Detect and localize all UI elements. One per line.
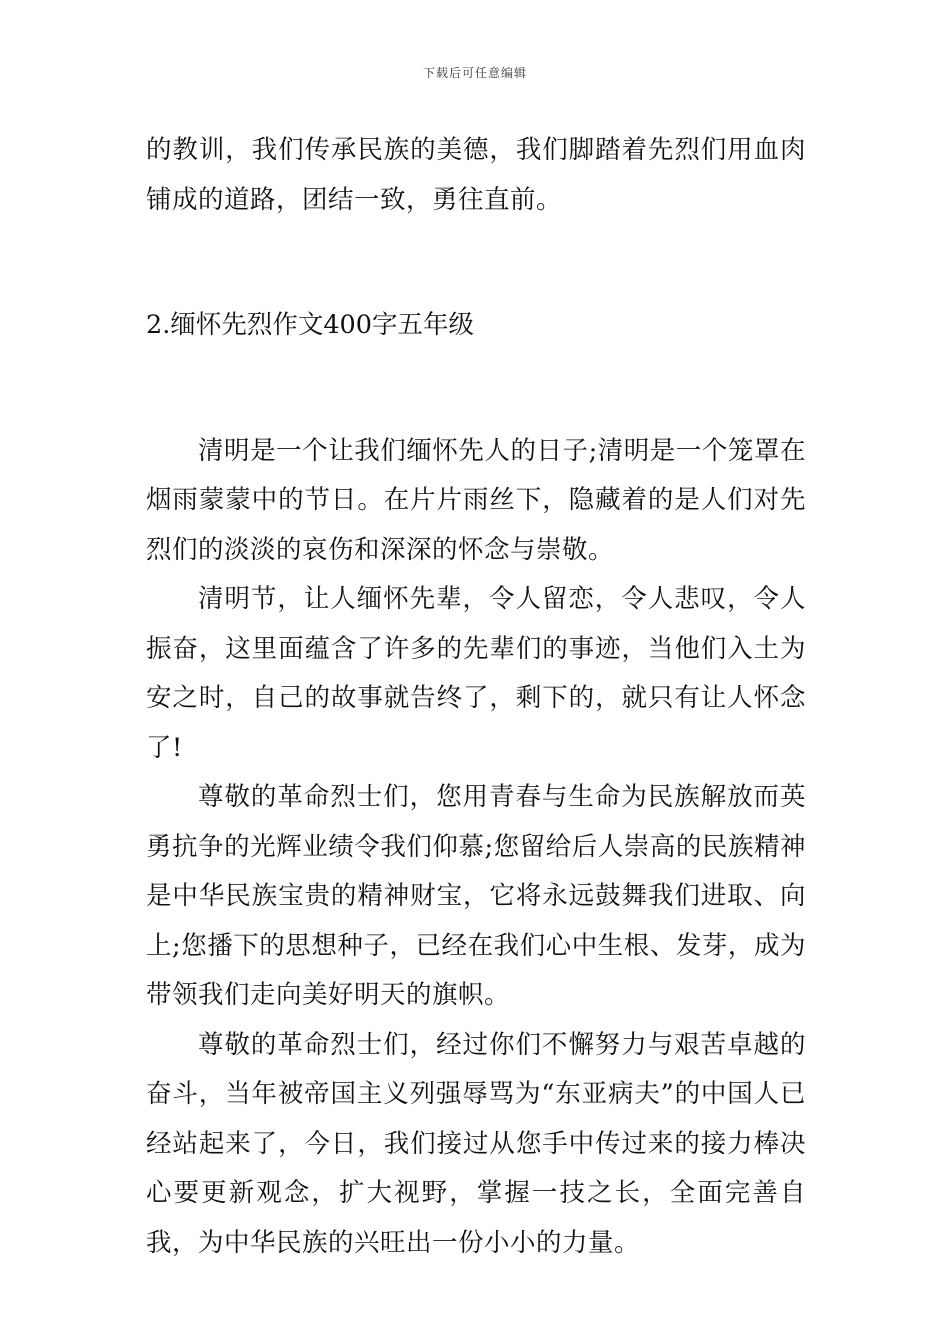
paragraph-2: 清明节，让人缅怀先辈，令人留恋，令人悲叹，令人振奋，这里面蕴含了许多的先辈们的事迹，当他们入土为安之时，自己的故事就告终了，剩下的，就只有让人怀念了!: [146, 584, 806, 763]
paragraph-3: 尊敬的革命烈士们，您用青春与生命为民族解放而英勇抗争的光辉业绩令我们仰慕;您留给后人崇高的民族精神是中华民族宝贵的精神财宝，它将永远鼓舞我们进取、向上;您播下的思想种子，已经在我们心中生根、发芽，成为带领我们走向美好明天的旗帜。: [146, 782, 806, 1010]
paragraph-1: 清明是一个让我们缅怀先人的日子;清明是一个笼罩在烟雨蒙蒙中的节日。在片片雨丝下，隐藏着的是人们对先烈们的淡淡的哀伤和深深的怀念与崇敬。: [146, 435, 806, 565]
spacer: [146, 351, 806, 427]
spacer: [146, 225, 806, 301]
header-note: 下载后可任意编辑: [422, 66, 527, 80]
document-body: [146, 126, 806, 1268]
paragraph-4: 尊敬的革命烈士们，经过你们不懈努力与艰苦卓越的奋斗，当年被帝国主义列强辱骂为“东亚病夫”的中国人已经站起来了，今日，我们接过从您手中传过来的接力棒决心要更新观念，扩大视野，掌握一技之长，全面完善自我，为中华民族的兴旺出一份小小的力量。: [146, 1029, 806, 1258]
section-heading: 2.缅怀先烈作文400字五年级: [146, 310, 475, 340]
opening-paragraph: 的教训，我们传承民族的美德，我们脚踏着先烈们用血肉铺成的道路，团结一致，勇往直前。: [146, 135, 806, 215]
